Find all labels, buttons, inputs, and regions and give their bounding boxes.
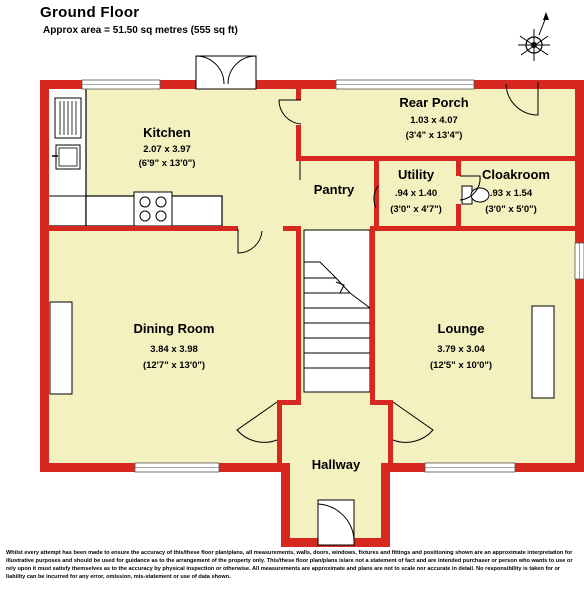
room-utility [390,167,442,215]
room-pantry [314,182,355,197]
hob-icon [134,192,172,226]
staircase [304,230,370,392]
cloakroom-name: Cloakroom [482,167,550,182]
room-kitchen [139,125,196,169]
disclaimer-text: Whilst every attempt has been made to ensure the accuracy of this/these floor plan/plans, all measurements, walls, doors, windows, fixtures and fittings and positioning shown are an approximate interpretation for illustrative purposes and should be used for guidance as to the arrangement of the property only. This/these floor plan/plans is/are not a statement of fact and are intended purchaser or person who wants to use or rely upon it must satisfy themselves as to the accuracy by physical inspection or otherwise. All measurements are approximate and plans are not to scale nor accurate in detail. No responsibility is taken for or liability can be incurred for any error, omission, mis-statement or use of data shown. [6,550,573,580]
lounge-chimney-breast [532,306,554,398]
room-lounge [430,321,492,371]
wc-icon [462,186,489,204]
rear-porch-imperial: (3'4" x 13'4") [405,130,463,141]
utility-name: Utility [397,167,435,182]
dining-room-metric: 3.84 x 3.98 [150,344,198,355]
floor-title: Ground Floor [40,4,140,21]
kitchen-imperial: (6'9" x 13'0") [138,158,196,169]
compass-icon [518,12,550,61]
dining-room-imperial: (12'7" x 13'0") [142,360,206,371]
rear-porch-name: Rear Porch [399,95,469,110]
approx-area: Approx area = 51.50 sq metres (555 sq ft) [43,25,238,36]
rear-porch-metric: 1.03 x 4.07 [410,115,458,126]
hallway-name: Hallway [311,457,361,472]
lounge-name: Lounge [437,321,485,336]
utility-imperial: (3'0" x 4'7") [390,204,442,215]
cloakroom-imperial: (3'0" x 5'0") [485,204,537,215]
dining-room-name: Dining Room [133,321,215,336]
pantry-name: Pantry [313,182,355,197]
lounge-metric: 3.79 x 3.04 [437,344,485,355]
dining-chimney-breast [50,302,72,394]
kitchen-metric: 2.07 x 3.97 [143,144,191,155]
kitchen-name: Kitchen [143,125,191,140]
cloakroom-metric: .93 x 1.54 [489,188,533,199]
utility-metric: .94 x 1.40 [394,188,438,199]
room-hallway [312,457,361,472]
lounge-imperial: (12'5" x 10'0") [429,360,493,371]
